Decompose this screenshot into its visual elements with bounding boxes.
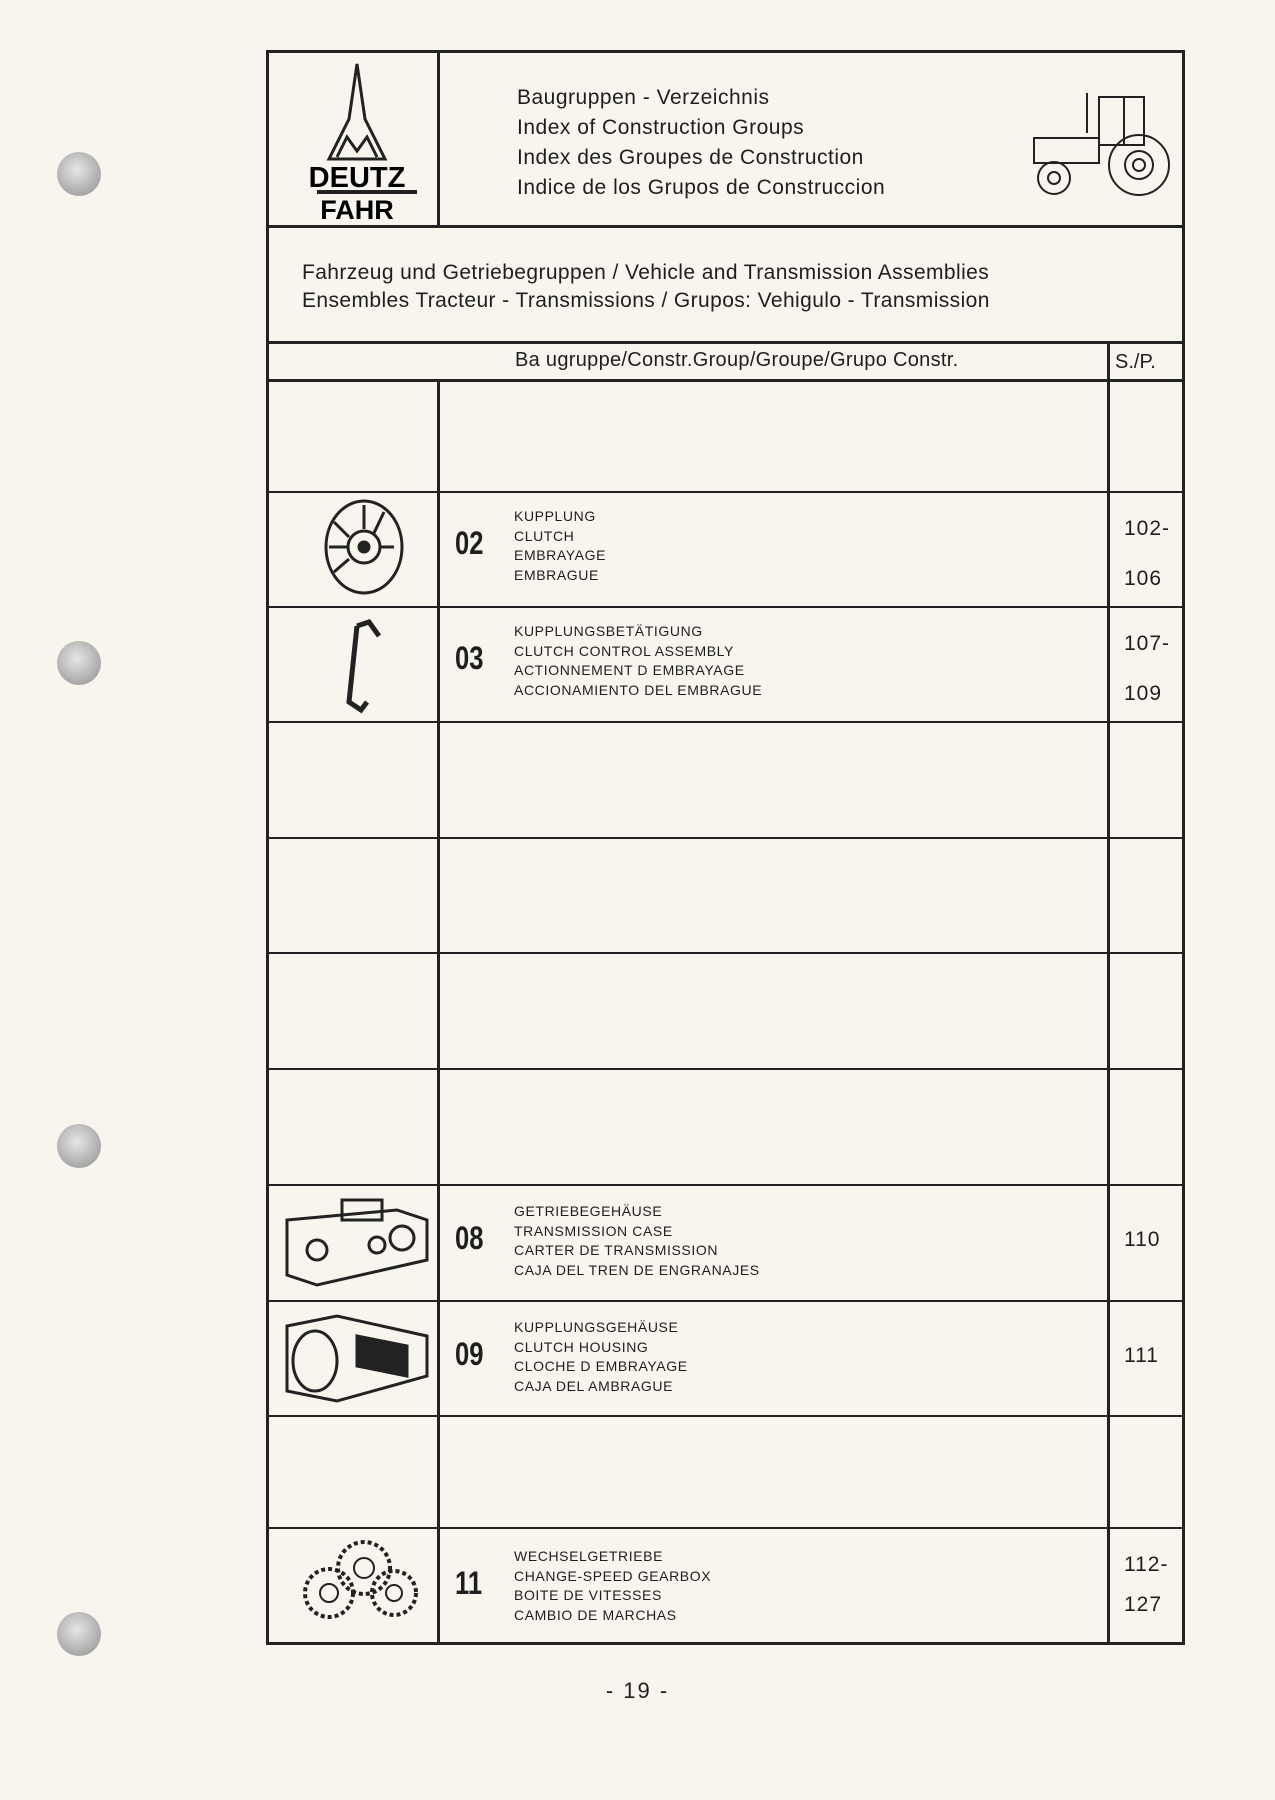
title-es: Indice de los Grupos de Construccion xyxy=(517,176,886,199)
desc-line: KUPPLUNG xyxy=(514,508,596,524)
desc-line: CARTER DE TRANSMISSION xyxy=(514,1242,719,1258)
binder-hole xyxy=(57,152,101,196)
binder-hole xyxy=(57,1612,101,1656)
desc-line: BOITE DE VITESSES xyxy=(514,1587,662,1603)
desc-line: ACTIONNEMENT D EMBRAYAGE xyxy=(514,662,745,678)
desc-line: ACCIONAMIENTO DEL EMBRAGUE xyxy=(514,681,763,698)
page-to: 106 xyxy=(1124,567,1163,590)
binder-hole xyxy=(57,641,101,685)
desc-line: GETRIEBEGEHÄUSE xyxy=(514,1203,663,1219)
divider xyxy=(269,341,1182,344)
desc-line: EMBRAYAGE xyxy=(514,547,607,563)
desc-line: WECHSELGETRIEBE xyxy=(514,1548,664,1564)
desc-line: CLUTCH xyxy=(514,527,575,544)
desc-line: KUPPLUNGSGEHÄUSE xyxy=(514,1319,679,1335)
page: 110 xyxy=(1124,1228,1161,1251)
desc-line: KUPPLUNGSBETÄTIGUNG xyxy=(514,623,703,639)
gearbox-icon xyxy=(294,1533,424,1633)
divider xyxy=(269,379,1182,382)
transmission-case-icon xyxy=(277,1190,437,1290)
section-subtitle xyxy=(302,259,990,315)
column-header-group: Ba ugruppe/Constr.Group/Groupe/Grupo Constr. xyxy=(515,349,959,371)
group-number: 09 xyxy=(455,1336,484,1372)
row-divider xyxy=(269,952,1182,954)
page-from: 102- xyxy=(1124,517,1171,540)
page-number: - 19 - xyxy=(605,1678,670,1703)
row-divider xyxy=(269,721,1182,723)
row-divider xyxy=(269,837,1182,839)
divider xyxy=(437,53,440,226)
row-divider xyxy=(269,1068,1182,1070)
divider xyxy=(269,225,1182,228)
table-row xyxy=(269,1184,1182,1300)
page-from: 107- xyxy=(1124,632,1171,655)
desc-line: CAJA DEL TREN DE ENGRANAJES xyxy=(514,1261,760,1278)
desc-line: CAJA DEL AMBRAGUE xyxy=(514,1377,674,1394)
desc-line: CHANGE-SPEED GEARBOX xyxy=(514,1567,712,1584)
group-number: 03 xyxy=(455,640,484,676)
page-from: 112- xyxy=(1124,1553,1169,1576)
title-fr: Index des Groupes de Construction xyxy=(517,146,864,169)
svg-text:DEUTZ: DEUTZ xyxy=(308,162,406,194)
document-title xyxy=(517,83,885,203)
group-description xyxy=(514,622,762,700)
group-description xyxy=(514,1202,760,1280)
group-number: 08 xyxy=(455,1220,484,1256)
binder-hole xyxy=(57,1124,101,1168)
column-header-pages: S./P. xyxy=(1115,351,1156,373)
title-de: Baugruppen - Verzeichnis xyxy=(517,86,770,109)
group-description xyxy=(514,1318,688,1396)
tractor-icon xyxy=(1029,83,1179,203)
deutz-fahr-logo xyxy=(277,59,437,224)
subtitle-line: Ensembles Tracteur - Transmissions / Grupos: Vehigulo - Transmission xyxy=(302,289,990,312)
group-description xyxy=(514,507,606,585)
clutch-icon xyxy=(309,497,419,597)
group-description xyxy=(514,1547,711,1625)
group-number: 02 xyxy=(455,525,484,561)
index-table xyxy=(266,50,1185,1645)
page-to: 127 xyxy=(1124,1593,1163,1616)
row-divider xyxy=(269,1415,1182,1417)
page: 111 xyxy=(1124,1344,1159,1367)
clutch-housing-icon xyxy=(277,1306,437,1406)
group-number: 11 xyxy=(455,1565,483,1601)
subtitle-line: Fahrzeug und Getriebegruppen / Vehicle and Transmission Assemblies xyxy=(302,261,990,284)
desc-line: CLUTCH CONTROL ASSEMBLY xyxy=(514,642,734,659)
clutch-lever-icon xyxy=(309,614,419,714)
desc-line: EMBRAGUE xyxy=(514,566,599,583)
desc-line: CLUTCH HOUSING xyxy=(514,1338,649,1355)
table-row xyxy=(269,606,1182,721)
desc-line: CLOCHE D EMBRAYAGE xyxy=(514,1358,688,1374)
svg-text:FAHR: FAHR xyxy=(320,195,394,224)
desc-line: CAMBIO DE MARCHAS xyxy=(514,1606,677,1623)
desc-line: TRANSMISSION CASE xyxy=(514,1222,673,1239)
table-row xyxy=(269,1527,1182,1645)
page-to: 109 xyxy=(1124,682,1163,705)
table-row xyxy=(269,491,1182,606)
table-row xyxy=(269,1300,1182,1415)
title-en: Index of Construction Groups xyxy=(517,116,805,139)
